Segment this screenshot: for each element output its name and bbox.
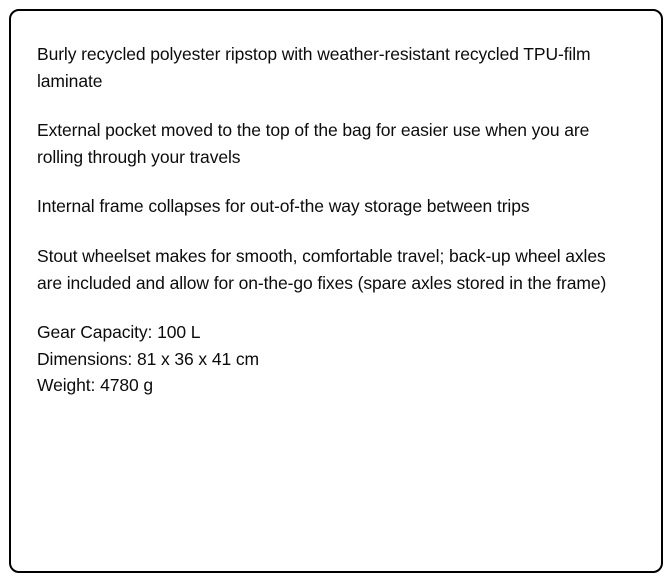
product-details-card (9, 9, 663, 573)
spec-gear-capacity: Gear Capacity: 100 L (37, 322, 201, 343)
description-paragraph: Burly recycled polyester ripstop with weather-resistant recycled TPU-film laminate (37, 44, 591, 91)
spec-weight: Weight: 4780 g (37, 375, 153, 396)
description-paragraph: Stout wheelset makes for smooth, comfortable travel; back-up wheel axles are included and allow for on-the-go fixes (spare axles stored in the frame) (37, 245, 607, 293)
spec-dimensions: Dimensions: 81 x 36 x 41 cm (37, 348, 259, 369)
product-description (37, 41, 635, 399)
description-paragraph: Internal frame collapses for out-of-the way storage between trips (37, 196, 530, 217)
specifications-block (37, 319, 627, 399)
description-paragraph: External pocket moved to the top of the bag for easier use when you are rolling through your travels (37, 120, 590, 167)
